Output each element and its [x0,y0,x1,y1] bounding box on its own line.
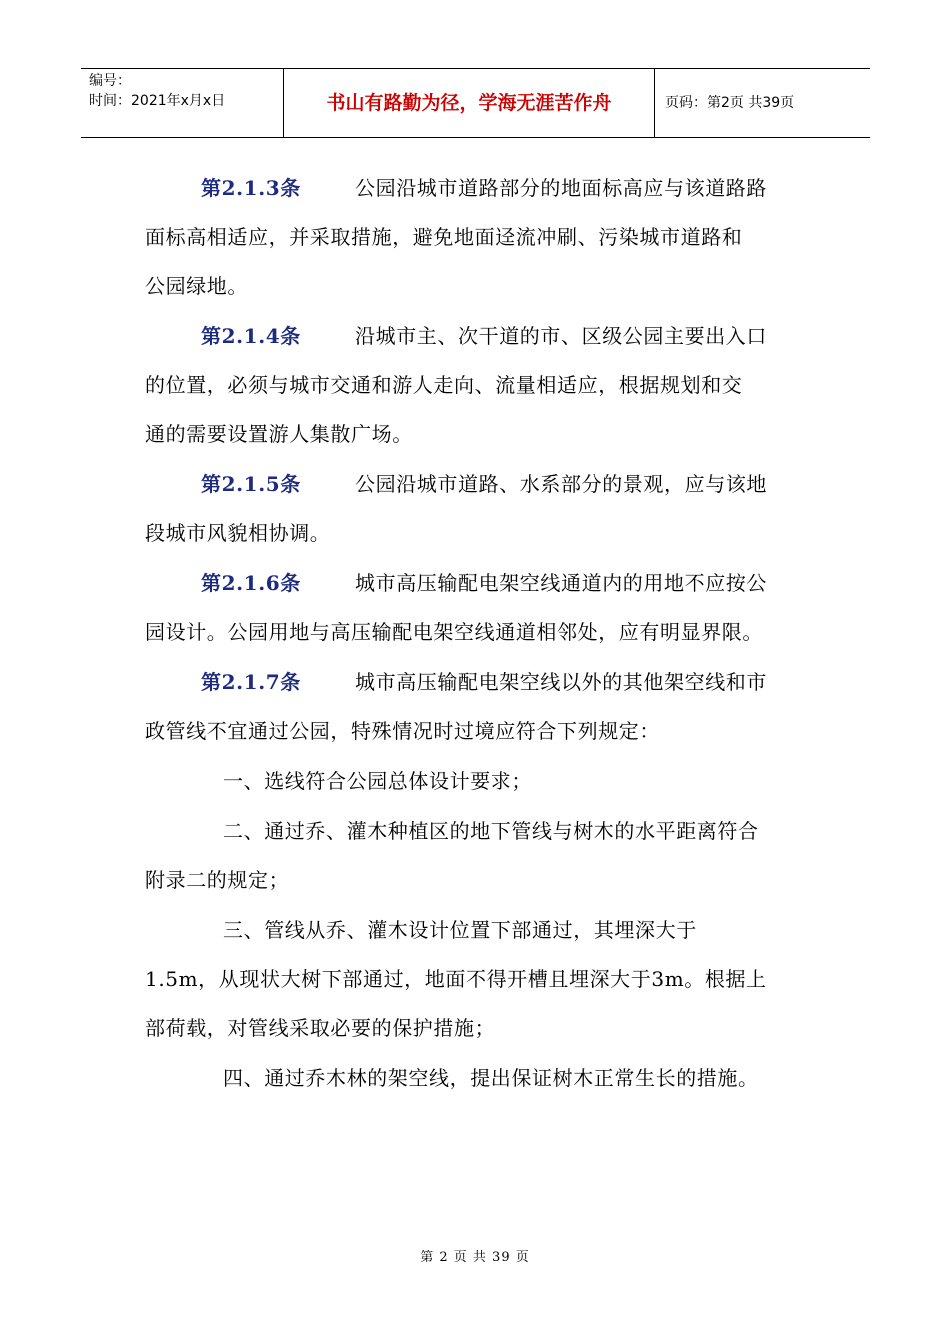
document-body [145,164,810,1104]
paragraph-line: 园设计。公园用地与高压输配电架空线通道相邻处，应有明显界限。 [145,620,763,644]
paragraph-line: 公园沿城市道路部分的地面标高应与该道路路 [355,176,767,200]
list-item [145,906,810,1053]
article-paragraph [145,164,810,311]
paragraph-line: 面标高相适应，并采取措施，避免地面迳流冲刷、污染城市道路和 [145,225,743,249]
page-header [81,68,870,138]
paragraph-line: 1.5m，从现状大树下部通过，地面不得开槽且埋深大于3m。根据上 [145,967,767,991]
paragraph-line: 公园沿城市道路、水系部分的景观，应与该地 [355,472,767,496]
list-item [145,757,810,806]
article-number: 第2.1.6条 [201,571,301,595]
article-paragraph [145,460,810,558]
paragraph-line: 一、选线符合公园总体设计要求； [223,769,532,793]
paragraph-line: 部荷载，对管线采取必要的保护措施； [145,1016,496,1040]
paragraph-line: 沿城市主、次干道的市、区级公园主要出入口 [355,324,767,348]
page-footer: 第 2 页 共 39 页 [420,1250,530,1265]
paragraph-line: 附录二的规定； [145,868,290,892]
header-page-info: 页码：第2页 共39页 [665,95,795,111]
article-paragraph [145,312,810,459]
paragraph-line: 城市高压输配电架空线通道内的用地不应按公 [355,571,767,595]
article-number: 第2.1.5条 [201,472,301,496]
paragraph-line: 的位置，必须与城市交通和游人走向、流量相适应，根据规划和交 [145,373,743,397]
article-number: 第2.1.4条 [201,324,301,348]
paragraph-line: 四、通过乔木林的架空线，提出保证树木正常生长的措施。 [223,1066,759,1090]
article-paragraph [145,658,810,756]
header-motto: 书山有路勤为径，学海无涯苦作舟 [284,69,655,137]
paragraph-line: 通的需要设置游人集散广场。 [145,422,413,446]
article-paragraph [145,559,810,657]
paragraph-line: 三、管线从乔、灌木设计位置下部通过，其埋深大于 [223,918,697,942]
paragraph-line: 公园绿地。 [145,274,248,298]
article-number: 第2.1.7条 [201,670,301,694]
document-number-label: 编号： [89,73,131,89]
paragraph-line: 政管线不宜通过公园，特殊情况时过境应符合下列规定： [145,719,660,743]
paragraph-line: 城市高压输配电架空线以外的其他架空线和市 [355,670,767,694]
paragraph-line: 段城市风貌相协调。 [145,521,331,545]
document-date-label: 时间：2021年x月x日 [89,93,226,109]
paragraph-line: 二、通过乔、灌木种植区的地下管线与树木的水平距离符合 [223,819,759,843]
article-number: 第2.1.3条 [201,176,301,200]
list-item [145,807,810,905]
header-meta [81,69,284,137]
list-item [145,1054,810,1103]
